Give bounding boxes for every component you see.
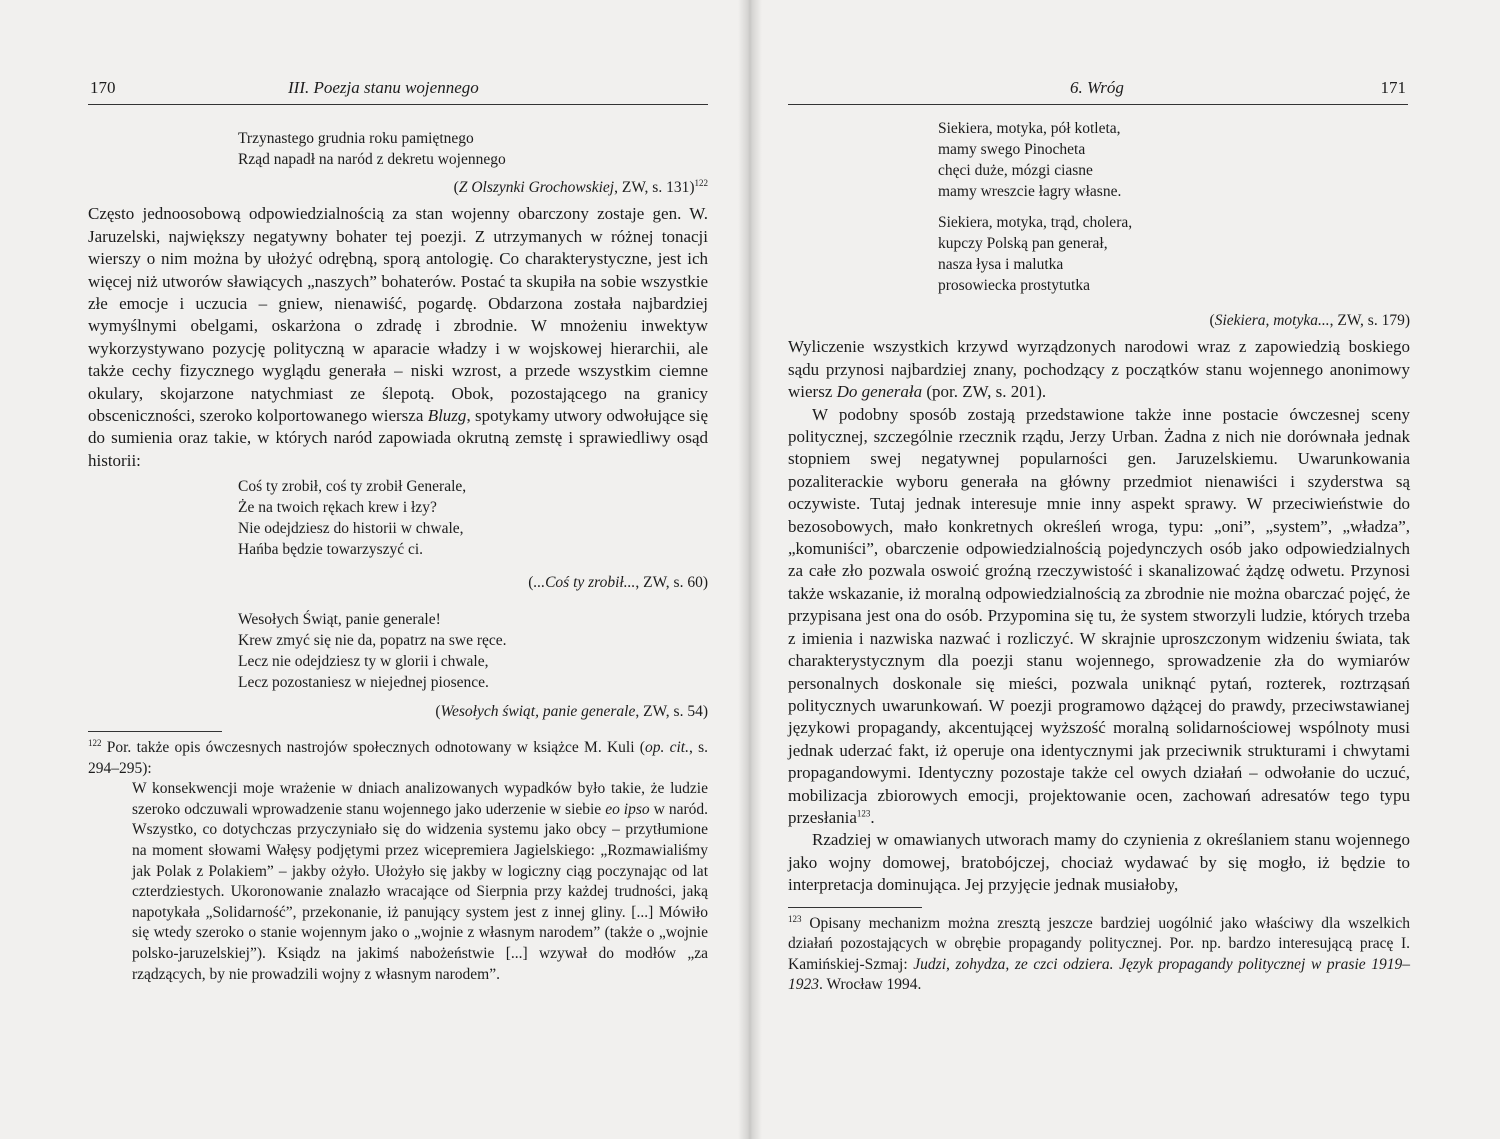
source-title: Wesołych świąt, panie generale: [440, 702, 636, 720]
quote-italic: eo ipso: [605, 800, 650, 818]
left-source-3: [88, 701, 708, 723]
paragraph-text-end: (por. ZW, s. 201).: [922, 382, 1047, 402]
right-verse-1: [938, 118, 1410, 202]
left-running-header: [88, 78, 708, 105]
source-title: Siekiera, motyka...: [1214, 312, 1330, 329]
footnote-text: Por. także opis ówczesnych nastrojów społecznych odnotowany w książce M. Kuli (: [101, 739, 645, 757]
left-page-number: 170: [90, 78, 116, 97]
verse-line: Nie odejdziesz do historii w chwale,: [238, 520, 464, 538]
footnote-ref-123: 123: [856, 808, 871, 819]
verse-line: nasza łysa i malutka: [938, 256, 1064, 273]
verse-line: Trzynastego grudnia roku pamiętnego: [238, 130, 474, 147]
source-paren: (: [528, 574, 534, 592]
right-paragraph-3: [788, 829, 1410, 896]
paragraph-text-end: , spotykamy utwory odwołujące się do sumienia oraz takie, w których naród zapowiada okrutną zemstę i sprawiedliwy osąd historii:: [88, 406, 708, 470]
left-verse-3: [238, 609, 708, 693]
paragraph-italic-title: Do generała: [836, 382, 923, 402]
left-verse-1: [238, 128, 708, 170]
quote-text-end: w naród. Wszystko, co dotychczas przyczyniało się do widzenia systemu jako obcy – przytłumione na moment słowami Wałęsy podjętymi przez wicepremiera Jagielskiego: „Rozmawialiśmy jak Polak z Polakiem” – jakby ożyło. Ułożyło się jakby w logiczny ciąg poczynając od lat czterdziestych. Ukoronowanie znalazło wracające od Sierpnia przy każdej trudności, jaką napotykała „Solidarność”, przekonanie, iż panujący system jest z innej gliny. [...] Mówiło się wtedy szeroko o stanie wojennym jako o „wojnie z własnym narodem” (także o „wojnie polsko-jaruzelskiej”). Ksiądz na jakimś nabożeństwie [...] wzywał do modłów „za rządzących, by nie prowadzili wojny z własnym narodem”.: [132, 800, 708, 983]
book-gutter: [738, 0, 762, 1139]
verse-line: Siekiera, motyka, pół kotleta,: [938, 120, 1121, 137]
source-rest: , ZW, s. 60): [635, 574, 708, 592]
footnote-italic: op. cit.: [644, 739, 689, 757]
source-paren: (: [435, 702, 441, 720]
verse-line: kupczy Polską pan generał,: [938, 235, 1108, 252]
source-rest: , ZW, s. 179): [1329, 312, 1410, 329]
verse-line: mamy wreszcie łagry własne.: [938, 183, 1122, 200]
verse-line: chęci duże, mózgi ciasne: [938, 162, 1093, 179]
paragraph-text-end: .: [870, 807, 875, 827]
footnote-122-quote: [132, 779, 708, 985]
paragraph-text: Wyliczenie wszystkich krzywd wyrządzonych narodowi wraz z zapowiedzią boskiego sądu przynosi najbardziej znany, pochodzący z początków stanu wojennego anonimowy wiersz: [788, 337, 1410, 402]
right-page: [752, 0, 1500, 1139]
left-page-content: [88, 128, 708, 985]
paragraph-text: Rzadziej w omawianych utworach mamy do czynienia z określaniem stanu wojennego jako wojny domowej, bratobójczej, chociaż wydawać by się mogło, iż będzie to interpretacja dominująca. Jej przyjęcie jednak musiałoby,: [788, 830, 1410, 895]
paragraph-italic-title: Bluzg: [427, 406, 467, 426]
verse-line: Siekiera, motyka, trąd, cholera,: [938, 214, 1133, 231]
verse-line: Lecz nie odejdziesz ty w glorii i chwale,: [238, 652, 489, 670]
footnote-123: [788, 914, 1410, 996]
source-paren: (: [1209, 312, 1215, 329]
footnote-number: 122: [88, 737, 102, 748]
footnote-ref-122: 122: [694, 177, 708, 188]
right-source-1: [788, 310, 1410, 332]
left-verse-2: [238, 476, 708, 560]
footnote-text-end: , s. 294–295):: [88, 739, 708, 777]
stanza-gap: [788, 202, 1410, 212]
footnote-number: 123: [788, 913, 802, 924]
paragraph-text: W podobny sposób zostają przedstawione także inne postacie ówczesnej sceny politycznej, szczególnie rzecznik rządu, Jerzy Urban. Żadna z nich nie dorównała jednak stopniem swej negatywnej popularności gen. Jaruzelskiemu. Uwarunkowania pozaliterackie wyboru generała na główny przedmiot nienawiści i szyderstwa są oczywiste. Tutaj jednak interesuje mnie inny aspekt sprawy. W przeciwieństwie do bezosobowych, mało konkretnych określeń wroga, typu: „oni”, „system”, „władza”, „komuniści”, obarczenie odpowiedzialnością pojedynczych osób jako odpowiedzialnych za całe zło pozwala oswoić groźną rzeczywistość i skanalizować żądzę odwetu. Przynosi także wskazanie, iż moralną odpowiedzialnością za zbrodnie nie można obarczać pojęć, że przypisana jest ona do osób. Przypomina się tu, że system stworzyli ludzie, których trzeba z imienia i nazwiska nazwać i rozliczyć. W skrajnie uproszczonym widzeniu świata, tak charakterystycznym dla poezji stanu wojennego, sprowadzenie zła do wymiarów personalnych doskonale się mieści, pozwala uniknąć pytań, rozterek, roztrząsań politycznych uwarunkowań. W poezji programowo dążącej do prawdy, przeciwstawianej językowi propagandy, akcentującej wyższość moralną solidarnościowej wspólnoty musi jednak uderzać fakt, iż operuje ona identycznymi jak przeciwnik strukturami i chwytami propagandowymi. Identyczny pozostaje także cel owych działań – odwołanie do uczuć, mobilizacja zbiorowych emocji, projektowanie ocen, zachowań adresatów tego typu przesłania: [788, 404, 1410, 827]
verse-line: prosowiecka prostytutka: [938, 277, 1090, 294]
footnote-separator: [88, 731, 222, 732]
right-page-content: [788, 118, 1410, 996]
right-page-number: 171: [1380, 78, 1406, 97]
source-title: ...Coś ty zrobił...: [533, 574, 636, 592]
left-running-head-title: III. Poezja stanu wojennego: [288, 78, 479, 97]
verse-line: mamy swego Pinocheta: [938, 141, 1086, 158]
quote-text: W konsekwencji moje wrażenie w dniach analizowanych wypadków było takie, że ludzie szeroko odczuwali wprowadzenie stanu wojennego jako uderzenie w siebie: [132, 780, 708, 818]
right-paragraph-2: [788, 404, 1410, 830]
source-paren: (: [453, 179, 459, 196]
footnote-italic: Judzi, zohydza, ze czci odziera. Język propagandy politycznej w prasie 1919–1923: [788, 955, 1411, 994]
left-source-1: [88, 177, 708, 199]
verse-line: Coś ty zrobił, coś ty zrobił Generale,: [238, 478, 467, 496]
left-page: [0, 0, 748, 1139]
verse-line: Lecz pozostaniesz w niejednej piosence.: [238, 673, 489, 691]
footnote-122: [88, 738, 708, 779]
verse-line: Krew zmyć się nie da, popatrz na swe ręce.: [238, 631, 507, 649]
right-verse-2: [938, 212, 1410, 296]
paragraph-text: Często jednoosobową odpowiedzialnością za stan wojenny obarczony zostaje gen. W. Jaruzelski, największy negatywny bohater tej poezji. Z utrzymanych w różnej tonacji wierszy o nim można by ułożyć odrębną, sporą antologię. Co charakterystyczne, jest ich więcej niż utworów sławiących „naszych” bohaterów. Postać ta skupiła na sobie wszystkie złe emocje i uczucia – gniew, nienawiść, pogardę. Obdarzona została najbardziej wymyślnymi obelgami, oskarżona o zdradę i zbrodnie. W mnożeniu inwektyw wykorzystywano pozycję polityczną w aparacie władzy i w wojskowej hierarchii, ale także cechy fizycznego wyglądu generała – niski wzrost, a przede wszystkim ciemne okulary, skojarzone natychmiast ze ślepotą. Obok, pozostającego na granicy obsceniczności, szeroko kolportowanego wiersza: [88, 204, 708, 426]
verse-line: Wesołych Świąt, panie generale!: [238, 610, 441, 628]
verse-line: Hańba będzie towarzyszyć ci.: [238, 541, 424, 559]
source-title: Z Olszynki Grochowskiej: [458, 179, 615, 196]
footnote-text-end: . Wrocław 1994.: [819, 976, 922, 994]
verse-line: Że na twoich rękach krew i łzy?: [238, 499, 437, 517]
left-source-2: [88, 572, 708, 594]
footnote-separator: [788, 907, 922, 908]
right-running-head-title: 6. Wróg: [1070, 78, 1124, 97]
right-paragraph-1: [788, 336, 1410, 403]
left-paragraph-1: [88, 203, 708, 472]
source-rest: , ZW, s. 131): [614, 179, 695, 196]
source-rest: , ZW, s. 54): [635, 702, 708, 720]
verse-line: Rząd napadł na naród z dekretu wojennego: [238, 151, 506, 168]
footnote-text: Opisany mechanizm można zresztą jeszcze bardziej uogólnić jako właściwy dla wszelkich działań pozostających w obrębie propagandy politycznej. Por. np. bardzo interesującą pracę I. Kamińskiej-Szmaj:: [788, 914, 1410, 973]
right-running-header: [788, 78, 1408, 105]
